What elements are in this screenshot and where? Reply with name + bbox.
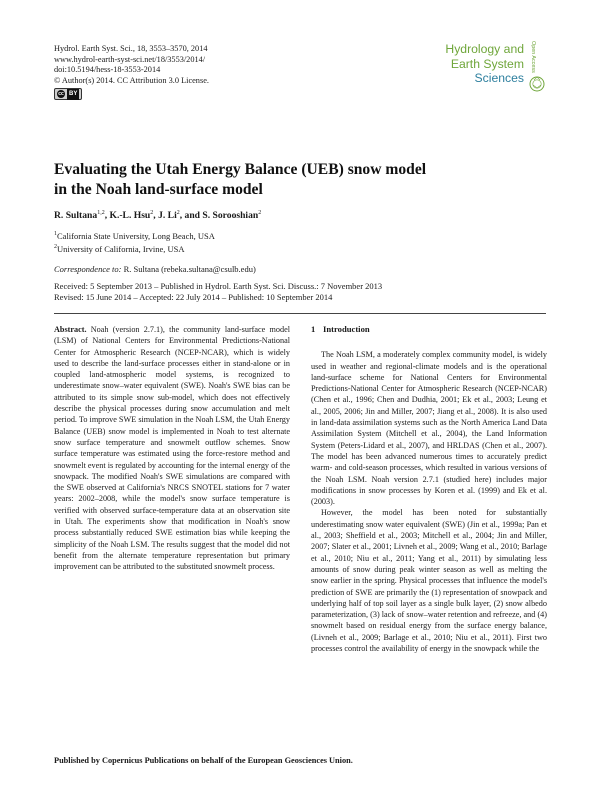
abstract-text: Noah (version 2.7.1), the community land-surface model (LSM) of National Centers for Environmental Predictions-National Center for Atmospheric Research (NCEP-NCAR), which is widely used to describe the land-surface processes either in stand-alone or in coupled land-atmospheric model systems, is recognized to underestimate snow–water equivalent (SWE). Noah's SWE bias can be attributed to its simple snow sub-model, which does not effectively describe the physical processes during snow accumulation and melt period. To improve SWE simulation in the Noah LSM, the Utah Energy Balance (UEB) snow model is implemented in Noah to test alternate snow surface temperature and snowmelt outflow schemes. Snow surface temperature was estimated using the force-restore method and snowmelt event is regulated by accounting for the internal energy of the snowpack. The modified Noah's SWE simulations are compared with the SWE observed at California's NRCS SNOTEL stations for 7 water years: 2002–2008, while the model's snow surface temperature is verified with observed surface-temperature data at an observation site in Utah. The experiments show that modification in Noah's snow process substantially reduced SWE estimation bias while keeping the simplicity of the Noah LSM. The results suggest that the model did not benefit from the alternate temperature representation but primary improvement can be attributed to the substituted snowmelt process. bbox=[54, 325, 290, 572]
abstract-paragraph bbox=[54, 324, 290, 573]
author-separator: , bbox=[104, 210, 110, 222]
header-divider bbox=[54, 313, 546, 314]
author-separator: , and bbox=[179, 210, 203, 222]
author-name: S. Sorooshian bbox=[202, 210, 259, 222]
by-icon: BY bbox=[67, 89, 79, 100]
author-affiliation-mark: 2 bbox=[150, 210, 154, 216]
author-list bbox=[54, 210, 544, 221]
affiliation-number: 1 bbox=[54, 231, 57, 237]
affiliation-number: 2 bbox=[54, 243, 57, 250]
publisher-footer: Published by Copernicus Publications on behalf of the European Geosciences Union. bbox=[54, 756, 353, 765]
intro-paragraph-1: The Noah LSM, a moderately complex community model, is widely used in weather and regional-climate models and is the operational land-surface scheme for National Centers for Environmental Predictions-National Center for Atmospheric Research (NCEP-NCAR) (Chen et al., 1996; Chen and Dudhia, 2001; Ek et al., 2003; Leung et al., 2005, 2006; Jin and Miller, 2007; Jiang et al., 2008). It is also used in land-data assimilation systems such as the North America Land Data Assimilation System (Mitchell et al., 2004), the Land Information System (Peters-Lidard et al., 2007), and HRLDAS (Chen et al., 2007). The model has been advanced numerous times to accurately predict warm- and cold-season processes, which resulted in various versions of the Noah LSM. Noah version 2.7.1 (studied here) includes major modifications in snow processes by Koren et al. (1999) and Ek et al. (2003). bbox=[311, 350, 547, 507]
article-url[interactable]: www.hydrol-earth-syst-sci.net/18/3553/2014/ bbox=[54, 54, 206, 64]
correspondence-text[interactable]: R. Sultana (rebeka.sultana@csulb.edu) bbox=[121, 264, 256, 274]
revised-accepted-line: Revised: 15 June 2014 – Accepted: 22 July 2014 – Published: 10 September 2014 bbox=[54, 292, 333, 302]
open-access-icon bbox=[526, 38, 546, 94]
affiliation bbox=[54, 229, 544, 242]
author-affiliation-mark: 2 bbox=[258, 210, 262, 216]
journal-name bbox=[445, 42, 524, 86]
paper-title bbox=[54, 160, 544, 200]
section-title: Introduction bbox=[323, 324, 370, 334]
abstract-heading: Abstract. bbox=[54, 325, 87, 334]
abstract-column bbox=[54, 324, 290, 573]
affiliation-list bbox=[54, 229, 544, 255]
affiliation-text: University of California, Irvine, USA bbox=[57, 243, 185, 254]
section-number: 1 bbox=[311, 324, 316, 334]
publication-dates bbox=[54, 281, 554, 303]
journal-name-line3: Sciences bbox=[474, 71, 524, 86]
affiliation-text: California State University, Long Beach, USA bbox=[57, 230, 215, 241]
paper-title-line2: in the Noah land-surface model bbox=[54, 181, 263, 198]
correspondence-label: Correspondence to: bbox=[54, 264, 122, 274]
author-affiliation-mark: 1,2 bbox=[97, 210, 105, 216]
copyright-license: © Author(s) 2014. CC Attribution 3.0 License. bbox=[54, 75, 209, 85]
received-published-line: Received: 5 September 2013 – Published in Hydrol. Earth Syst. Sci. Discuss.: 7 November 2013 bbox=[54, 281, 383, 291]
open-access-label: Open Access bbox=[530, 41, 536, 73]
correspondence bbox=[54, 264, 544, 274]
author-name: J. Li bbox=[158, 210, 177, 222]
section-heading bbox=[311, 324, 547, 335]
journal-name-line1: Hydrology and bbox=[445, 42, 524, 56]
cc-by-badge-icon[interactable] bbox=[54, 88, 82, 100]
article-doi[interactable]: doi:10.5194/hess-18-3553-2014 bbox=[54, 65, 161, 75]
journal-logo bbox=[396, 38, 546, 94]
author-name: K.-L. Hsu bbox=[109, 210, 151, 222]
cc-icon: cc bbox=[58, 91, 64, 98]
intro-paragraph-2: However, the model has been noted for substantially underestimating snow water equivalent (SWE) (Jin et al., 1999a; Pan et al., 2003; Sheffield et al., 2003; Mitchell et al., 2004; Jin and Miller, 2007; Slater et al., 2001; Livneh et al., 2009; Wang et al., 2010; Barlage et al., 2010; Niu et al., 2011; Yang et al., 2011) by simulating less amounts of snow during peak winter season as well as melting the snow earlier in the spring. Physical processes that influence the model's prediction of SWE are primarily the (1) representation of snowpack and underlying half of top soil layer as a single bulk layer, (2) snow albedo parameterization, (3) lack of snow–water retention and refreeze, and (4) snowmelt based on residual energy from the surface energy balance, (Livneh et al., 2009; Barlage et al., 2010; Niu et al., 2011). First two processes control the availability of energy in the snowpack while the bbox=[311, 508, 547, 654]
journal-citation: Hydrol. Earth Syst. Sci., 18, 3553–3570, 2014 bbox=[54, 44, 208, 53]
paper-title-line1: Evaluating the Utah Energy Balance (UEB) snow model bbox=[54, 161, 427, 178]
author-name: R. Sultana bbox=[54, 210, 98, 222]
journal-name-line2: Earth System bbox=[450, 56, 524, 71]
author-separator: , bbox=[153, 210, 159, 222]
citation-header bbox=[54, 44, 334, 100]
author-affiliation-mark: 2 bbox=[176, 210, 180, 216]
affiliation bbox=[54, 242, 544, 255]
introduction-column bbox=[311, 324, 547, 654]
